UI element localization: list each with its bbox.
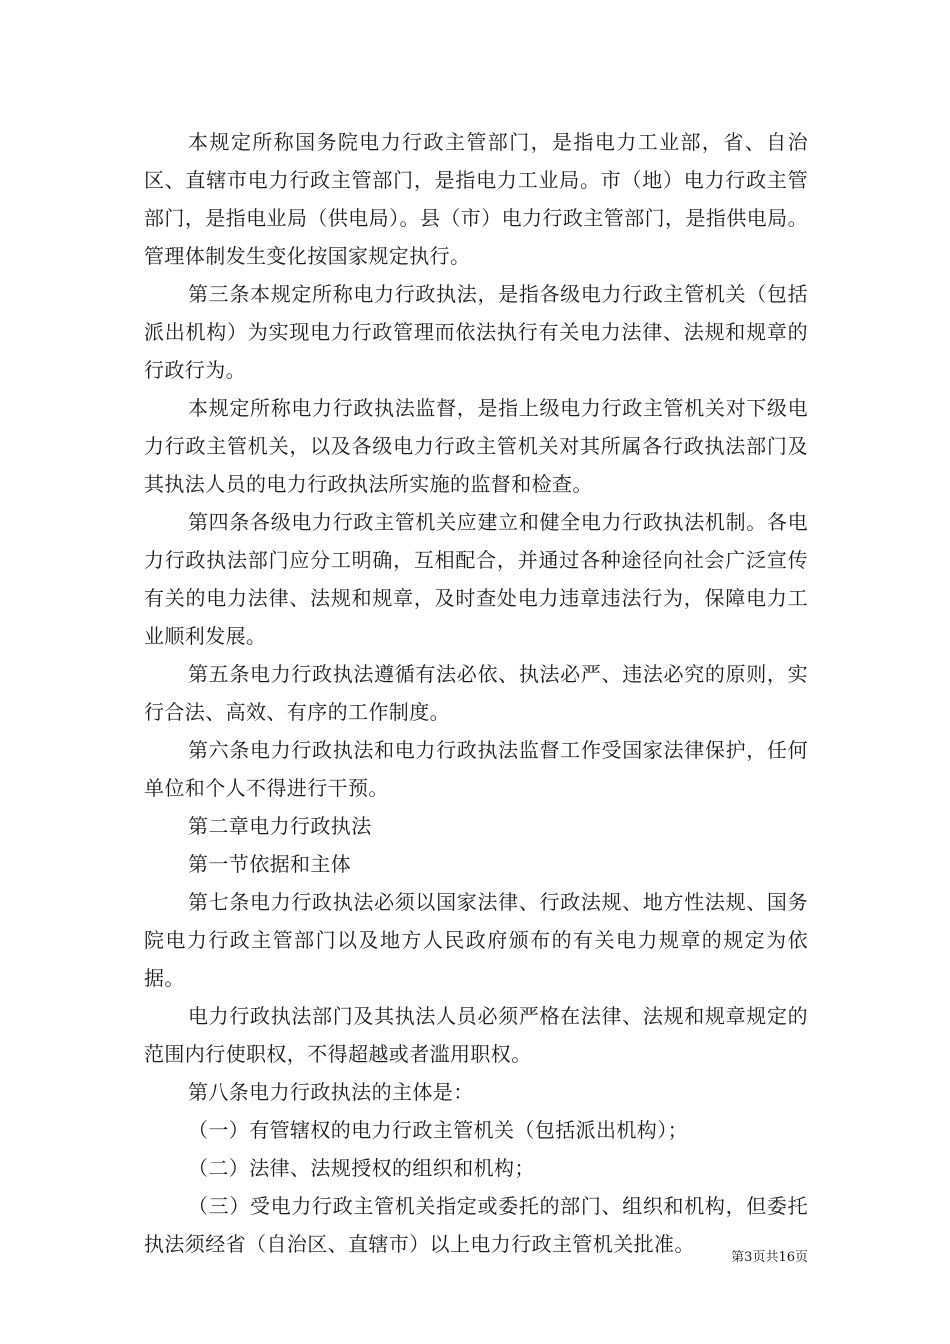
document-body [144, 123, 808, 1263]
section-heading: 第一节依据和主体 [188, 852, 352, 876]
paragraph-6: 第六条电力行政执法和电力行政执法监督工作受国家法律保护，任何单位和个人不得进行干预。 [144, 738, 808, 800]
list-item-1: （一）有管辖权的电力行政主管机关（包括派出机构）； [188, 1118, 688, 1142]
paragraph-4: 第四条各级电力行政主管机关应建立和健全电力行政执法机制。各电力行政执法部门应分工明确，互相配合，并通过各种途径向社会广泛宣传有关的电力法律、法规和规章，及时查处电力违章违法行为，保障电力工业顺利发展。 [144, 510, 808, 648]
list-item-3: （三）受电力行政主管机关指定或委托的部门、组织和机构，但委托执法须经省（自治区、直辖市）以上电力行政主管机关批准。 [144, 1194, 808, 1256]
paragraph-2: 第三条本规定所称电力行政执法，是指各级电力行政主管机关（包括派出机构）为实现电力行政管理而依法执行有关电力法律、法规和规章的行政行为。 [144, 282, 808, 382]
page-number-footer: 第3页共16页 [731, 1250, 808, 1265]
paragraph-7: 第七条电力行政执法必须以国家法律、行政法规、地方性法规、国务院电力行政主管部门以及地方人民政府颁布的有关电力规章的规定为依据。 [144, 890, 808, 990]
paragraph-9: 第八条电力行政执法的主体是： [188, 1080, 474, 1104]
paragraph-5: 第五条电力行政执法遵循有法必依、执法必严、违法必究的原则，实行合法、高效、有序的工作制度。 [144, 662, 808, 724]
paragraph-1: 本规定所称国务院电力行政主管部门，是指电力工业部，省、自治区、直辖市电力行政主管部门，是指电力工业局。市（地）电力行政主管部门，是指电业局（供电局）。县（市）电力行政主管部门，是指供电局。管理体制发生变化按国家规定执行。 [144, 130, 808, 268]
list-item-2: （二）法律、法规授权的组织和机构； [188, 1156, 535, 1180]
paragraph-8: 电力行政执法部门及其执法人员必须严格在法律、法规和规章规定的范围内行使职权，不得超越或者滥用职权。 [144, 1004, 808, 1066]
chapter-heading: 第二章电力行政执法 [188, 814, 372, 838]
paragraph-3: 本规定所称电力行政执法监督，是指上级电力行政主管机关对下级电力行政主管机关，以及各级电力行政主管机关对其所属各行政执法部门及其执法人员的电力行政执法所实施的监督和检查。 [144, 396, 808, 496]
